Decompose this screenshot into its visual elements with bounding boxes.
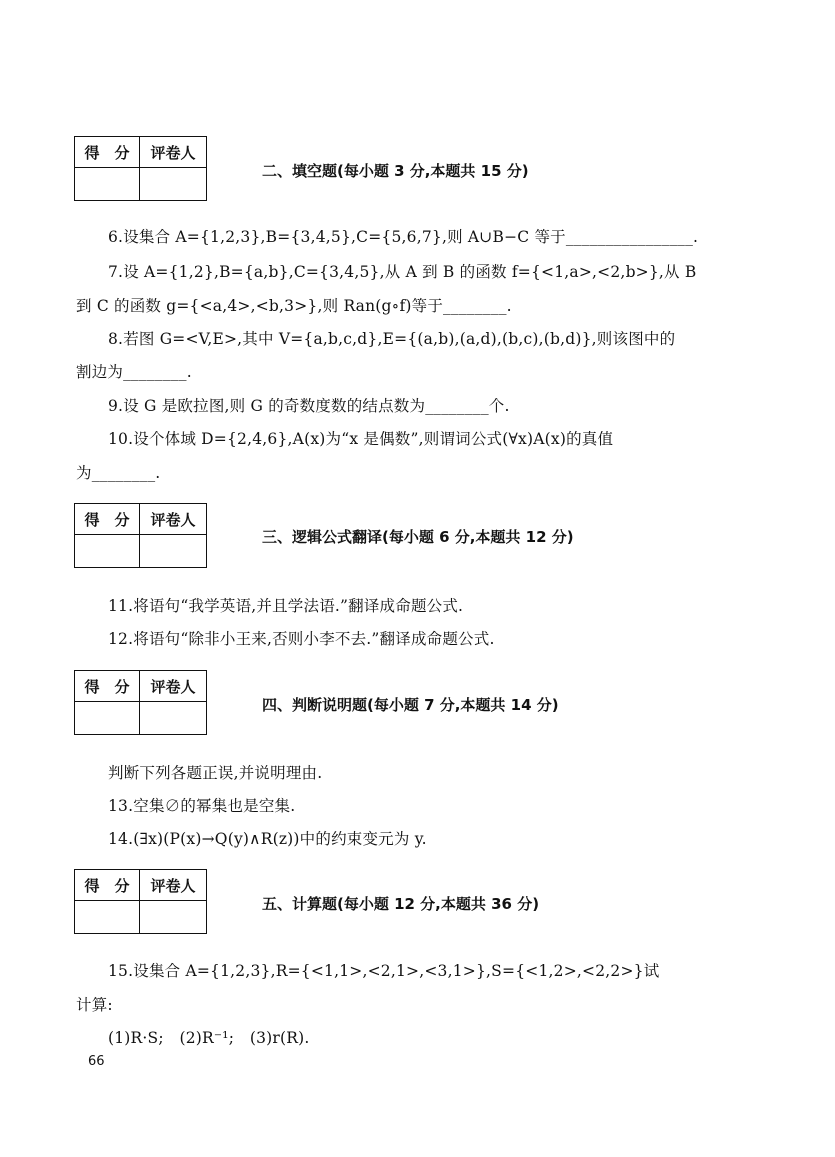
score-cell: [75, 168, 140, 201]
section-title: 五、计算题(每小题 12 分,本题共 36 分): [262, 895, 540, 913]
section-title: 三、逻辑公式翻译(每小题 6 分,本题共 12 分): [262, 528, 574, 546]
score-label: 得 分: [75, 504, 140, 535]
page-number: 66: [88, 1054, 105, 1069]
grader-cell: [140, 535, 207, 568]
question-line: 判断下列各题正误,并说明理由.: [108, 764, 323, 782]
question-line: 9.设 G 是欧拉图,则 G 的奇数度数的结点数为________个.: [108, 397, 510, 415]
score-label: 得 分: [75, 671, 140, 702]
grader-label: 评卷人: [140, 504, 207, 535]
section-title: 二、填空题(每小题 3 分,本题共 15 分): [262, 162, 529, 180]
score-box: [74, 503, 207, 568]
score-cell: [75, 702, 140, 735]
question-line: 到 C 的函数 g={<a,4>,<b,3>},则 Ran(g∘f)等于________.: [76, 297, 512, 315]
question-line: 11.将语句“我学英语,并且学法语.”翻译成命题公式.: [108, 597, 464, 615]
question-line: (1)R·S; (2)R⁻¹; (3)r(R).: [108, 1029, 310, 1047]
score-label: 得 分: [75, 137, 140, 168]
score-cell: [75, 901, 140, 934]
question-line: 13.空集∅的幂集也是空集.: [108, 797, 296, 815]
score-cell: [75, 535, 140, 568]
score-box: [74, 136, 207, 201]
question-line: 12.将语句“除非小王来,否则小李不去.”翻译成命题公式.: [108, 630, 495, 648]
score-label: 得 分: [75, 870, 140, 901]
question-line: 割边为________.: [76, 363, 192, 381]
score-box: [74, 869, 207, 934]
question-line: 6.设集合 A={1,2,3},B={3,4,5},C={5,6,7},则 A∪B−C 等于________________.: [108, 228, 699, 246]
grader-cell: [140, 901, 207, 934]
question-line: 7.设 A={1,2},B={a,b},C={3,4,5},从 A 到 B 的函数 f={<1,a>,<2,b>},从 B: [108, 263, 697, 281]
question-line: 为________.: [76, 464, 161, 482]
question-line: 15.设集合 A={1,2,3},R={<1,1>,<2,1>,<3,1>},S={<1,2>,<2,2>}试: [108, 962, 660, 980]
question-line: 8.若图 G=<V,E>,其中 V={a,b,c,d},E={(a,b),(a,d),(b,c),(b,d)},则该图中的: [108, 330, 676, 348]
grader-cell: [140, 702, 207, 735]
grader-cell: [140, 168, 207, 201]
grader-label: 评卷人: [140, 137, 207, 168]
question-line: 10.设个体域 D={2,4,6},A(x)为“x 是偶数”,则谓词公式(∀x)A(x)的真值: [108, 430, 614, 448]
question-line: 计算:: [76, 996, 113, 1014]
question-line: 14.(∃x)(P(x)→Q(y)∧R(z))中的约束变元为 y.: [108, 830, 427, 848]
score-box: [74, 670, 207, 735]
grader-label: 评卷人: [140, 870, 207, 901]
grader-label: 评卷人: [140, 671, 207, 702]
section-title: 四、判断说明题(每小题 7 分,本题共 14 分): [262, 696, 559, 714]
